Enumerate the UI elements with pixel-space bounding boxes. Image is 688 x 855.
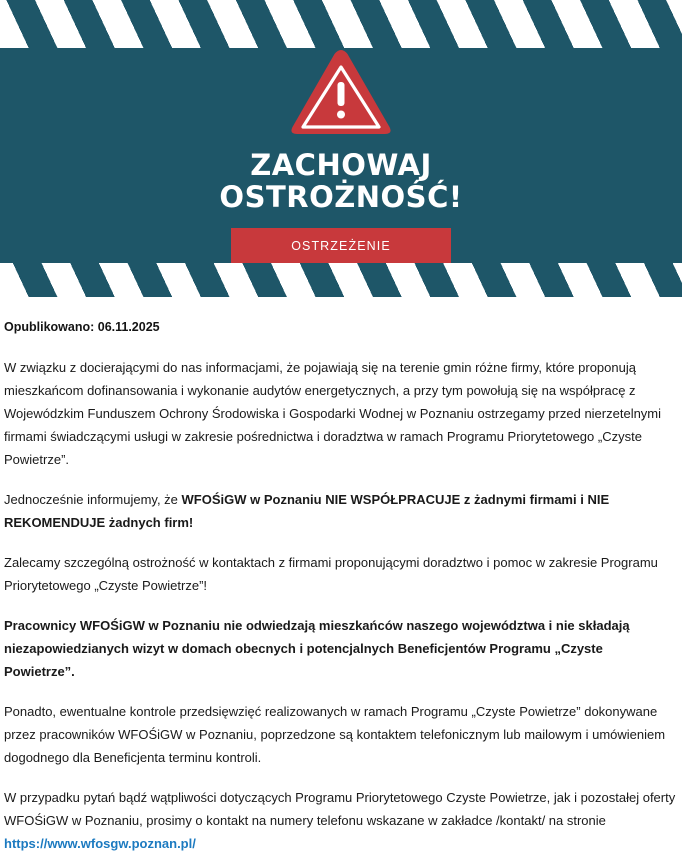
published-date: Opublikowano: 06.11.2025 <box>4 320 160 334</box>
paragraph-caution-advice: Zalecamy szczególną ostrożność w kontaktach z firmami proponującymi doradztwo i pomoc w zakresie Programu Priorytetowego „Czyste Powietrze”! <box>4 555 658 593</box>
paragraph-contact <box>4 786 676 855</box>
banner-content <box>0 48 682 263</box>
article-body <box>0 297 688 855</box>
paragraph-inspections: Ponadto, ewentualne kontrole przedsięwzięć realizowanych w ramach Programu „Czyste Powietrze” dokonywane przez pracowników WFOŚiGW w Poznaniu, poprzedzone są kontaktem telefonicznym lub mailowym i umówieniem dogodnego dla Beneficjenta terminu kontroli. <box>4 704 666 765</box>
diagonal-stripes-bottom <box>0 263 682 297</box>
warning-triangle-icon <box>289 49 393 141</box>
paragraph-no-cooperation <box>4 488 676 534</box>
paragraph-no-home-visits: Pracownicy WFOŚiGW w Poznaniu nie odwiedzają mieszkańców naszego województwa i nie składają niezapowiedzianych wizyt w domach obecnych i potencjalnych Beneficjentów Programu „Czyste Powietrze”. <box>4 618 630 679</box>
paragraph-no-cooperation-prefix: Jednocześnie informujemy, że <box>4 492 182 507</box>
banner-title-line-2: OSTROŻNOŚĆ! <box>219 180 463 214</box>
banner-title-line-1: ZACHOWAJ <box>250 148 432 182</box>
warning-banner <box>0 0 682 297</box>
paragraph-contact-prefix: W przypadku pytań bądź wątpliwości dotyczących Programu Priorytetowego Czyste Powietrze, jak i pozostałej oferty WFOŚiGW w Poznaniu, prosimy o kontakt na numery telefonu wskazane w zakładce /kontakt/ na stronie <box>4 790 676 828</box>
paragraph-intro: W związku z docierającymi do nas informacjami, że pojawiają się na terenie gmin różne firmy, które proponują mieszkańcom dofinansowania i wykonanie audytów energetycznych, a przy tym powołują się na współpracę z Wojewódzkim Funduszem Ochrony Środowiska i Gospodarki Wodnej w Poznaniu ostrzegamy przed nierzetelnymi firmami świadczącymi usługi w zakresie pośrednictwa i doradztwa w ramach Programu Priorytetowego „Czyste Powietrze”. <box>4 360 662 467</box>
wfosgw-website-link[interactable]: https://www.wfosgw.poznan.pl/ <box>4 836 196 851</box>
paragraph-no-cooperation-emphasis: WFOŚiGW w Poznaniu NIE WSPÓŁPRACUJE z żadnymi firmami i NIE REKOMENDUJE żadnych firm! <box>4 492 610 530</box>
banner-title <box>219 149 462 213</box>
warning-button[interactable]: OSTRZEŻENIE <box>231 228 451 263</box>
diagonal-stripes-top <box>0 0 682 48</box>
